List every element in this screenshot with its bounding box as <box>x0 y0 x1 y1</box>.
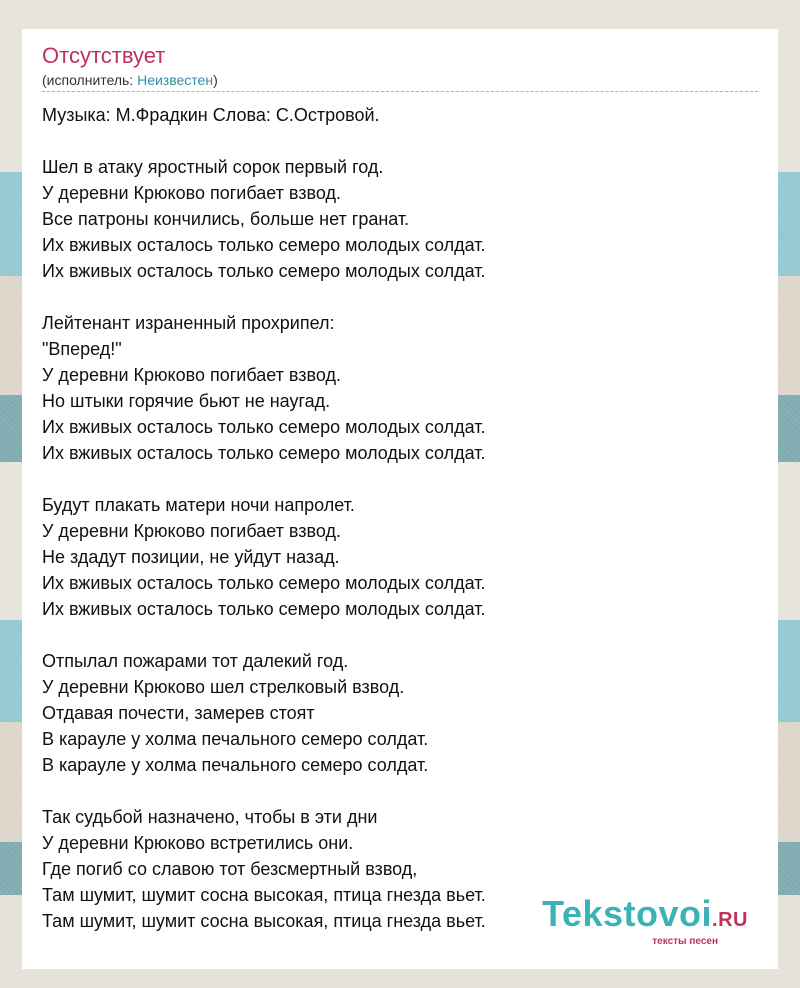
lyric-line: Будут плакать матери ночи напролет. <box>42 495 355 515</box>
artist-prefix: (исполнитель: <box>42 72 138 88</box>
lyric-line: Там шумит, шумит сосна высокая, птица гнезда вьет. <box>42 885 486 905</box>
stanza-break <box>42 284 758 310</box>
artist-line <box>42 71 758 92</box>
stanza-break <box>42 128 758 154</box>
lyric-line: У деревни Крюково шел стрелковый взвод. <box>42 677 405 697</box>
lyric-line: У деревни Крюково встретились они. <box>42 833 354 853</box>
stanza-break <box>42 778 758 804</box>
lyric-line: Там шумит, шумит сосна высокая, птица гнезда вьет. <box>42 911 486 931</box>
lyric-line: "Вперед!" <box>42 339 122 359</box>
lyric-line: Отпылал пожарами тот далекий год. <box>42 651 349 671</box>
lyric-line: Их вживых осталось только семеро молодых солдат. <box>42 443 486 463</box>
lyric-line: Не здадут позиции, не уйдут назад. <box>42 547 340 567</box>
lyrics-text <box>42 102 758 934</box>
artist-suffix: ) <box>213 72 218 88</box>
lyric-line: У деревни Крюково погибает взвод. <box>42 365 342 385</box>
lyrics-card <box>22 29 778 969</box>
lyric-line: Отдавая почести, замерев стоят <box>42 703 315 723</box>
lyric-line: Их вживых осталось только семеро молодых солдат. <box>42 235 486 255</box>
lyric-line: Шел в атаку яростный сорок первый год. <box>42 157 384 177</box>
lyric-line: Но штыки горячие бьют не наугад. <box>42 391 331 411</box>
lyric-line: У деревни Крюково погибает взвод. <box>42 183 342 203</box>
lyric-line: В карауле у холма печального семеро солдат. <box>42 755 429 775</box>
lyric-line: Все патроны кончились, больше нет гранат. <box>42 209 410 229</box>
logo-tld: .RU <box>712 909 748 931</box>
lyric-line: Их вживых осталось только семеро молодых солдат. <box>42 261 486 281</box>
lyric-line: В карауле у холма печального семеро солдат. <box>42 729 429 749</box>
lyric-line: Где погиб со славою тот безсмертный взвод, <box>42 859 418 879</box>
lyric-line: Их вживых осталось только семеро молодых солдат. <box>42 599 486 619</box>
stanza-break <box>42 466 758 492</box>
artist-link[interactable]: Неизвестен <box>137 72 214 88</box>
lyric-line: Лейтенант израненный прохрипел: <box>42 313 335 333</box>
lyric-line: Так судьбой назначено, чтобы в эти дни <box>42 807 378 827</box>
site-logo[interactable] <box>542 893 748 947</box>
lyric-line: У деревни Крюково погибает взвод. <box>42 521 342 541</box>
logo-subtitle: тексты песен <box>652 936 718 947</box>
logo-main-text: Tekstovoi <box>542 893 713 934</box>
stanza-break <box>42 622 758 648</box>
lyric-line: Их вживых осталось только семеро молодых солдат. <box>42 573 486 593</box>
lyric-line: Музыка: М.Фрадкин Слова: С.Островой. <box>42 105 380 125</box>
lyric-line: Их вживых осталось только семеро молодых солдат. <box>42 417 486 437</box>
song-title: Отсутствует <box>42 43 166 68</box>
